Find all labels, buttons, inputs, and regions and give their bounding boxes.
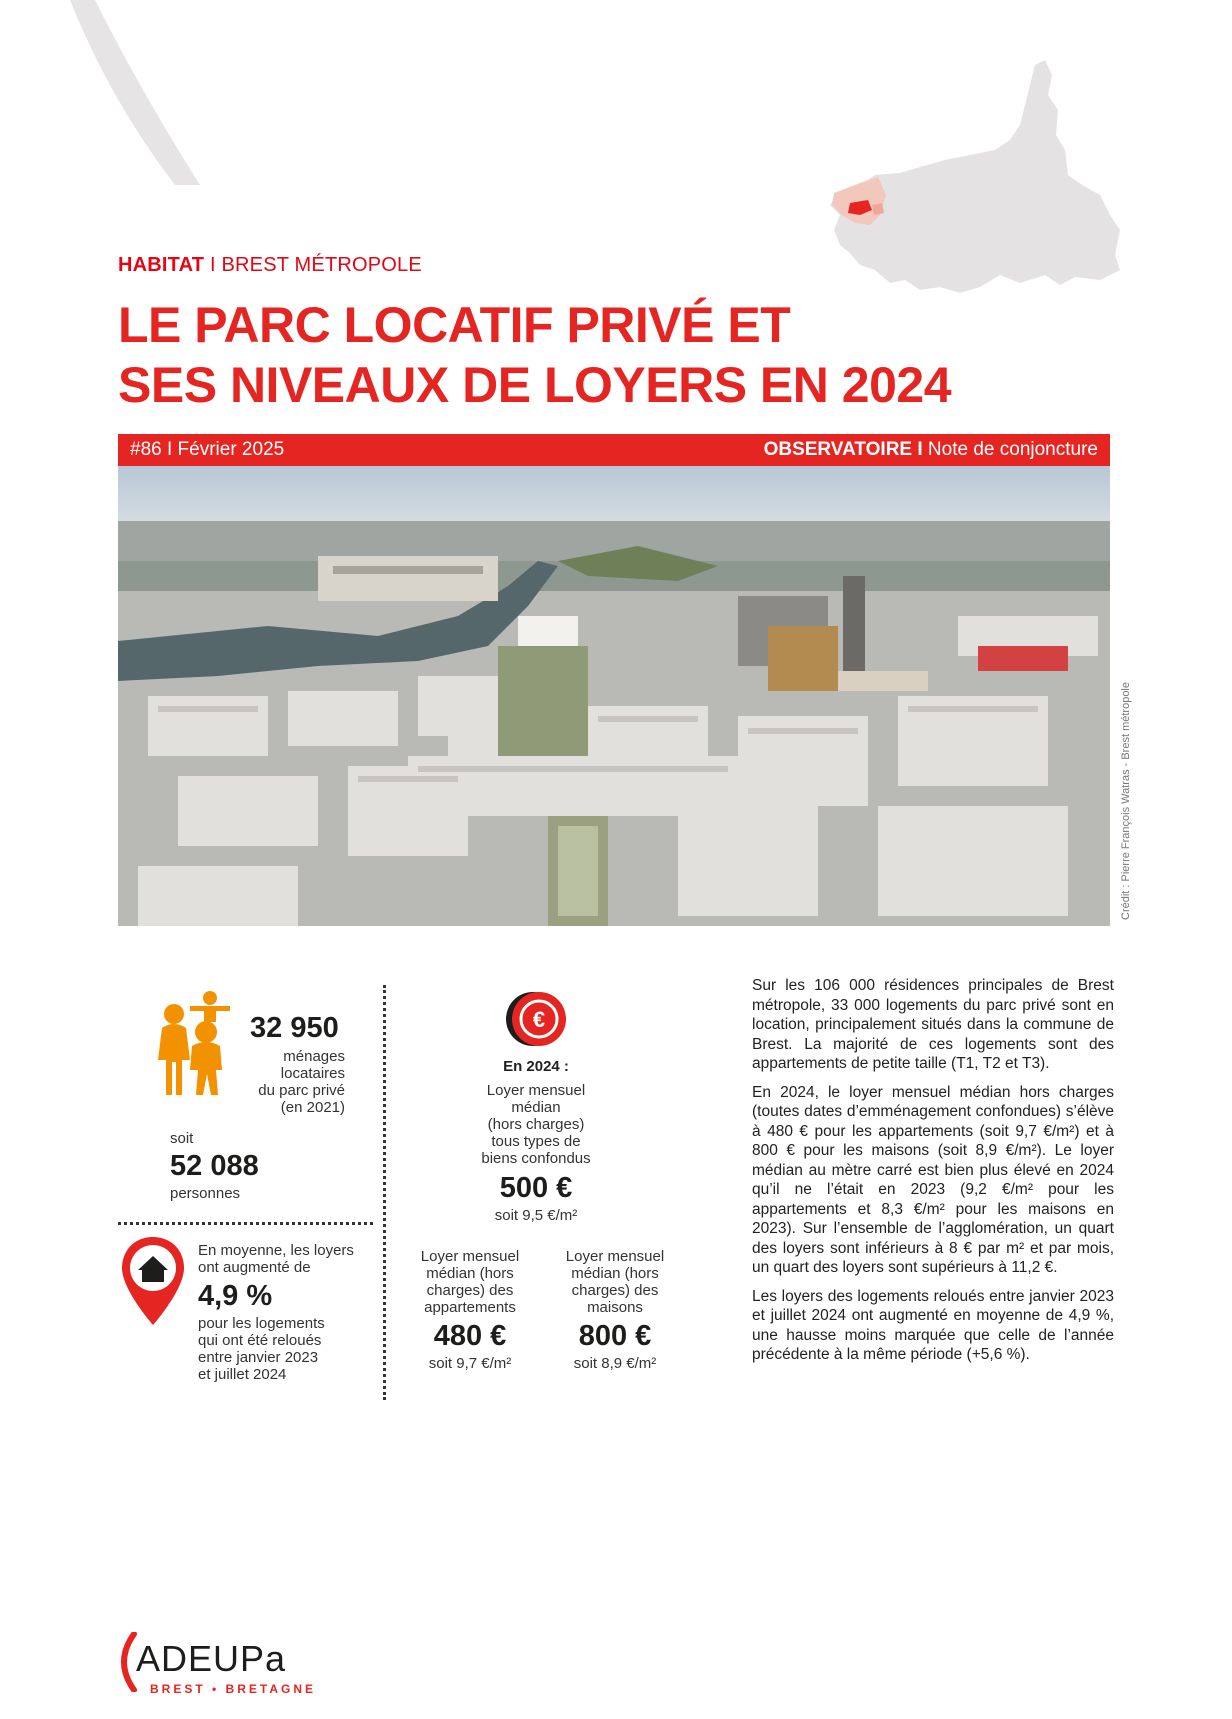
households-label: ménages locataires du parc privé (en 2021) [258, 1048, 345, 1116]
title-line-2: SES NIVEAUX DE LOYERS EN 2024 [118, 357, 952, 413]
persons-label: personnes [170, 1185, 241, 1202]
median-all-sqm: soit 9,5 €/m² [494, 1207, 578, 1224]
avg-increase-desc: pour les logements qui ont été reloués entre janvier 2023 et juillet 2024 [198, 1315, 325, 1383]
soit-label: soit [170, 1130, 194, 1147]
body-paragraph-1: Sur les 106 000 résidences principales de Brest métropole, 33 000 logements du parc privé sont en location, principalement situés dans la commune de Brest. La majorité de ces logements sont des appartements de petite taille (T1, T2 et T3). [752, 977, 1114, 1072]
logo-wordmark: ADEUPa [136, 1638, 287, 1679]
avg-increase-value: 4,9 % [198, 1280, 273, 1312]
decorative-swoosh [0, 0, 260, 190]
svg-text:€: € [532, 1007, 546, 1032]
section-kicker: HABITAT I BREST MÉTROPOLE [118, 254, 422, 276]
median-all-label: Loyer mensuel médian (hors charges) tous types de biens confondus [481, 1082, 591, 1167]
page-title [118, 295, 1078, 415]
issue-bar [118, 434, 1110, 466]
households-value: 32 950 [250, 1012, 339, 1044]
title-line-1: LE PARC LOCATIF PRIVÉ ET [118, 297, 791, 353]
median-houses-label: Loyer mensuel médian (hors charges) des maisons [565, 1248, 665, 1316]
brittany-locator-map [820, 55, 1120, 315]
body-paragraph-3: Les loyers des logements reloués entre janvier 2023 et juillet 2024 ont augmenté en moyenne de 4,9 %, une hausse moins marquée que celle de l’année précédente à la même période (+5,6 %). [752, 1287, 1114, 1363]
median-apartments-value: 480 € [433, 1320, 507, 1352]
dotted-separator-horizontal [118, 1222, 373, 1225]
body-text [752, 976, 1114, 1374]
year-label: En 2024 : [503, 1058, 569, 1075]
median-apartments-sqm: soit 9,7 €/m² [428, 1355, 512, 1372]
persons-value: 52 088 [170, 1150, 259, 1182]
adeupa-logo [110, 1632, 350, 1707]
median-all-value: 500 € [499, 1172, 573, 1204]
median-houses-value: 800 € [578, 1320, 652, 1352]
median-apartments-label: Loyer mensuel médian (hors charges) des appartements [420, 1248, 520, 1316]
euro-coin-icon [503, 990, 569, 1048]
photo-credit: Crédit : Pierre François Watras - Brest métropole [1120, 682, 1132, 920]
median-houses-sqm: soit 8,9 €/m² [573, 1355, 657, 1372]
avg-increase-intro: En moyenne, les loyers ont augmenté de [198, 1242, 354, 1276]
publication-type: OBSERVATOIRE I Note de conjoncture [763, 439, 1098, 460]
house-location-pin-icon [120, 1235, 186, 1327]
body-paragraph-2: En 2024, le loyer mensuel médian hors charges (toutes dates d’emménagement confondues) s’élève à 480 € pour les appartements (soit 9,7 €/m²) et à 800 € pour les maisons (soit 8,9 €/m²). Le loyer médian au mètre carré est bien plus élevé en 2024 qu’il ne l’était en 2023 (9,2 €/m² pour les appartements et 8,3 €/m² pour les maisons en 2023). Sur l’ensemble de l’agglomération, un quart des loyers sont inférieurs à 8 € par m² et par mois, un quart des loyers sont supérieurs à 11,2 €. [752, 1083, 1114, 1276]
logo-tagline: BREST • BRETAGNE [150, 1682, 316, 1696]
dotted-separator-vertical [383, 985, 386, 1400]
issue-number-date: #86 I Février 2025 [130, 439, 285, 460]
aerial-photo-brest [118, 466, 1110, 926]
